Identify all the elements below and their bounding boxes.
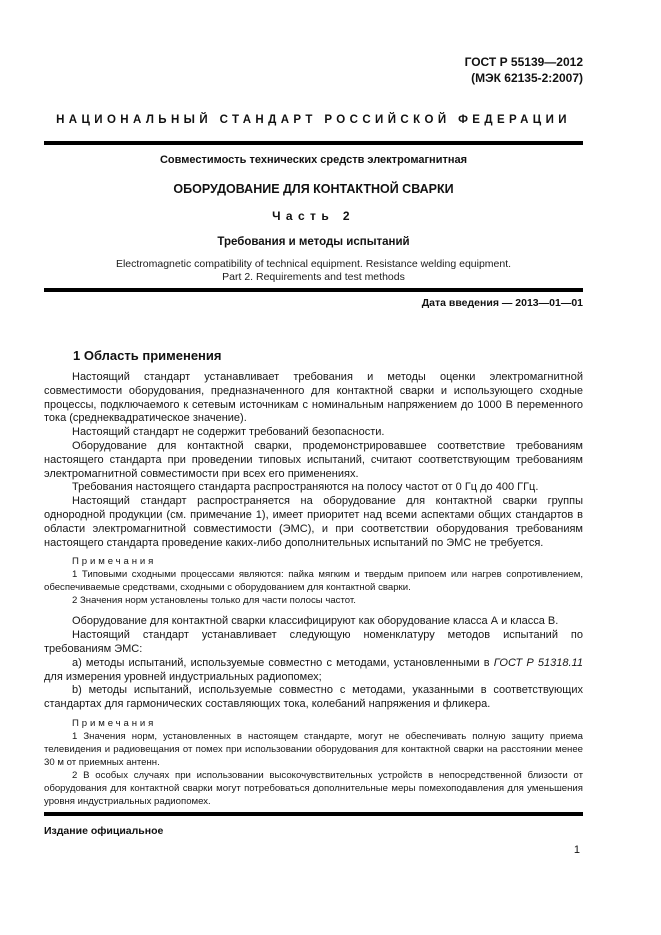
notes-block-2 bbox=[44, 717, 583, 808]
page-number: 1 bbox=[573, 844, 580, 856]
title-english-line1: Electromagnetic compatibility of technical equipment. Resistance welding equipment. bbox=[115, 258, 512, 270]
title-subject: Совместимость технических средств электромагнитная bbox=[159, 154, 468, 166]
note-item: 2 В особых случаях при использовании высокочувствительных устройств в непосредственной близости от оборудования для контактной сварки могут потребоваться дополнительные меры помехоподавления для уменьшения уровня индустриальных радиопомех. bbox=[44, 769, 583, 807]
notes-label: Примечания bbox=[72, 717, 157, 729]
note-item: 1 Типовыми сходными процессами являются: пайка мягким и твердым припоем или нагрев сопротивлением, обеспечиваемые средствами, сходными с оборудованием для контактной сварки. bbox=[44, 569, 583, 594]
title-subtitle: Требования и методы испытаний bbox=[217, 236, 410, 248]
title-part: Часть 2 bbox=[272, 209, 355, 223]
section-body bbox=[44, 371, 583, 808]
note-item: 1 Значения норм, установленных в настоящем стандарте, могут не обеспечивать полную защиту приема телевидения и радиовещания от помех при использовании оборудования для контактной сварки на расстоянии менее 30 м от приемных антенн. bbox=[44, 730, 583, 768]
paragraph: Настоящий стандарт распространяется на оборудование для контактной сварки группы однородной продукции (см. примечание 1), имеет приоритет над всеми аспектами общих стандартов в области электромагнитной совместимости (ЭМС), и при соответствии оборудования требованиям настоящего стандарта проведение каких-либо дополнительных испытаний по ЭМС не требуется. bbox=[44, 495, 583, 549]
doc-code-line: ГОСТ Р 55139—2012 bbox=[464, 55, 583, 69]
paragraph: Настоящий стандарт устанавливает требования и методы оценки электромагнитной совместимости оборудования, предназначенного для контактной сварки и использующего сходные процессы, подключаемого к сетевым источникам с номинальным напряжением до 1000 В переменного тока (среднеквадратическое значение). bbox=[44, 371, 583, 425]
title-main: ОБОРУДОВАНИЕ ДЛЯ КОНТАКТНОЙ СВАРКИ bbox=[173, 182, 454, 196]
list-item-a-text: а) методы испытаний, используемые совместно с методами, установленными в bbox=[72, 656, 494, 669]
paragraph: Настоящий стандарт устанавливает следующую номенклатуру методов испытаний по требованиям ЭМС: bbox=[44, 629, 583, 655]
paragraph: Оборудование для контактной сварки, продемонстрировавшее соответствие требованиям настоящего стандарта при проведении типовых испытаний, считают соответствующим требованиям электромагнитной совместимости при всех его применениях. bbox=[44, 439, 583, 480]
notes-label: Примечания bbox=[72, 556, 157, 568]
edition-note: Издание официальное bbox=[44, 825, 164, 837]
list-item-a-text-tail: для измерения уровней индустриальных радиопомех; bbox=[44, 670, 322, 683]
list-item-a bbox=[44, 657, 583, 685]
paragraph: Настоящий стандарт не содержит требований безопасности. bbox=[72, 426, 385, 439]
notes-block-1 bbox=[44, 555, 583, 607]
doc-code-block bbox=[44, 54, 583, 86]
section-heading: 1 Область применения bbox=[73, 348, 222, 363]
paragraph: Требования настоящего стандарта распространяются на полосу частот от 0 Гц до 400 ГГц. bbox=[72, 481, 539, 494]
standard-reference: ГОСТ Р 51318.11 bbox=[493, 656, 583, 669]
standard-designation: НАЦИОНАЛЬНЫЙ СТАНДАРТ РОССИЙСКОЙ ФЕДЕРАЦИИ bbox=[56, 114, 571, 126]
effective-date: Дата введения — 2013—01—01 bbox=[421, 297, 583, 309]
list-item-b: b) методы испытаний, используемые совместно с методами, указанными в соответствующих стандартах для гармонических составляющих тока, колебаний напряжения и фликера. bbox=[44, 684, 583, 711]
paragraph: Оборудование для контактной сварки классифицируют как оборудование класса А и класса В. bbox=[72, 615, 559, 628]
horizontal-rule-top bbox=[44, 141, 583, 145]
doc-code-iec-line: (МЭК 62135-2:2007) bbox=[471, 71, 583, 85]
content-column bbox=[44, 0, 583, 808]
title-english-line2: Part 2. Requirements and test methods bbox=[222, 271, 405, 283]
note-item: 2 Значения норм установлены только для части полосы частот. bbox=[72, 595, 356, 607]
horizontal-rule-bottom bbox=[44, 812, 583, 816]
horizontal-rule-middle bbox=[44, 288, 583, 292]
